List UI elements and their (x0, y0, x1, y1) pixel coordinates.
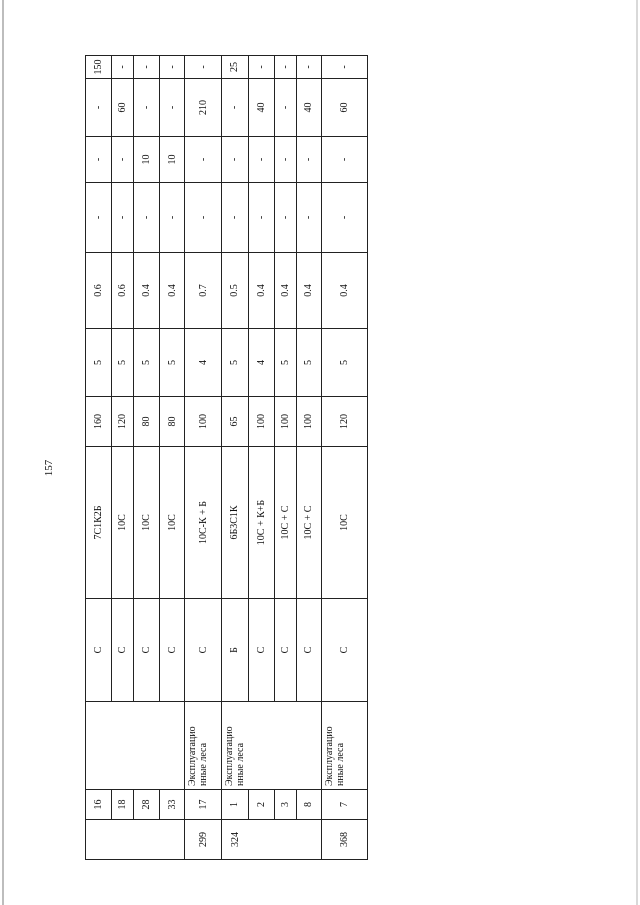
cell-c3: 210 (185, 79, 222, 137)
cell-c1: - (248, 183, 274, 253)
cell-c3: 40 (296, 79, 321, 137)
cell-c4: 150 (86, 56, 112, 79)
cell-section: С (321, 599, 367, 702)
cell-bonitet: 4 (248, 329, 274, 397)
cell-c3: 60 (321, 79, 367, 137)
table-row (86, 56, 112, 860)
table-row (112, 56, 134, 860)
cell-c2: 10 (134, 137, 160, 183)
cell-category (134, 702, 160, 790)
cell-vydel: 1 (222, 790, 249, 820)
forest-inventory-table (85, 55, 368, 860)
cell-c4: 25 (222, 56, 249, 79)
cell-age: 120 (112, 397, 134, 447)
cell-vydel: 16 (86, 790, 112, 820)
cell-kvartal (274, 820, 296, 860)
cell-vydel: 18 (112, 790, 134, 820)
cell-section: С (296, 599, 321, 702)
cell-vydel: 7 (321, 790, 367, 820)
cell-composition: 10С (134, 447, 160, 599)
cell-c1: - (134, 183, 160, 253)
cell-density: 0.4 (248, 253, 274, 329)
cell-category (160, 702, 185, 790)
cell-category: Эксплуатацио нные леса (321, 702, 367, 790)
cell-c2: - (112, 137, 134, 183)
cell-c2: - (248, 137, 274, 183)
cell-section: С (160, 599, 185, 702)
cell-density: 0.4 (274, 253, 296, 329)
cell-composition: 7С1К2Б (86, 447, 112, 599)
cell-bonitet: 5 (86, 329, 112, 397)
cell-category (112, 702, 134, 790)
cell-c1: - (321, 183, 367, 253)
cell-density: 0.4 (296, 253, 321, 329)
cell-bonitet: 5 (274, 329, 296, 397)
cell-bonitet: 4 (185, 329, 222, 397)
table-row (185, 56, 222, 860)
cell-age: 100 (296, 397, 321, 447)
cell-bonitet: 5 (160, 329, 185, 397)
cell-c2: - (185, 137, 222, 183)
cell-vydel: 2 (248, 790, 274, 820)
cell-c4: - (321, 56, 367, 79)
cell-age: 80 (134, 397, 160, 447)
cell-density: 0.5 (222, 253, 249, 329)
cell-section: С (112, 599, 134, 702)
table-row (222, 56, 249, 860)
cell-section: С (86, 599, 112, 702)
cell-c2: - (222, 137, 249, 183)
cell-c1: - (222, 183, 249, 253)
cell-c4: - (248, 56, 274, 79)
cell-age: 100 (274, 397, 296, 447)
cell-density: 0.7 (185, 253, 222, 329)
cell-section: С (248, 599, 274, 702)
table-body (86, 56, 368, 860)
cell-c1: - (185, 183, 222, 253)
cell-composition: 10С-К + Б (185, 447, 222, 599)
cell-kvartal: 368 (321, 820, 367, 860)
cell-composition: 10С (160, 447, 185, 599)
cell-kvartal (248, 820, 274, 860)
cell-vydel: 3 (274, 790, 296, 820)
cell-section: Б (222, 599, 249, 702)
cell-c1: - (274, 183, 296, 253)
cell-density: 0.4 (160, 253, 185, 329)
cell-vydel: 17 (185, 790, 222, 820)
table-row (296, 56, 321, 860)
cell-composition: 6Б3С1К (222, 447, 249, 599)
cell-category (274, 702, 296, 790)
cell-c3: - (134, 79, 160, 137)
cell-composition: 10С + С (296, 447, 321, 599)
cell-age: 120 (321, 397, 367, 447)
cell-bonitet: 5 (134, 329, 160, 397)
scan-edge-right (636, 0, 638, 905)
cell-c2: - (86, 137, 112, 183)
cell-c4: - (185, 56, 222, 79)
page-number: 157 (43, 459, 55, 477)
cell-density: 0.6 (112, 253, 134, 329)
cell-c1: - (112, 183, 134, 253)
cell-c2: - (274, 137, 296, 183)
cell-kvartal: 299 (185, 820, 222, 860)
cell-age: 100 (185, 397, 222, 447)
cell-bonitet: 5 (296, 329, 321, 397)
cell-c4: - (296, 56, 321, 79)
cell-vydel: 28 (134, 790, 160, 820)
cell-c3: 40 (248, 79, 274, 137)
cell-density: 0.6 (86, 253, 112, 329)
cell-composition: 10С + С (274, 447, 296, 599)
cell-kvartal (160, 820, 185, 860)
cell-composition: 10С (112, 447, 134, 599)
cell-kvartal (112, 820, 134, 860)
cell-c2: 10 (160, 137, 185, 183)
cell-c3: - (222, 79, 249, 137)
cell-section: С (274, 599, 296, 702)
cell-age: 65 (222, 397, 249, 447)
cell-composition: 10С (321, 447, 367, 599)
cell-kvartal: 324 (222, 820, 249, 860)
cell-bonitet: 5 (321, 329, 367, 397)
table-row (321, 56, 367, 860)
cell-c4: - (112, 56, 134, 79)
cell-density: 0.4 (321, 253, 367, 329)
cell-composition: 10С + К+Б (248, 447, 274, 599)
cell-category: Эксплуатацио нные леса (222, 702, 249, 790)
cell-kvartal (134, 820, 160, 860)
cell-density: 0.4 (134, 253, 160, 329)
cell-c3: - (160, 79, 185, 137)
cell-c3: - (86, 79, 112, 137)
scan-edge-left (2, 0, 4, 905)
cell-category (296, 702, 321, 790)
cell-c1: - (86, 183, 112, 253)
cell-section: С (134, 599, 160, 702)
cell-kvartal (86, 820, 112, 860)
cell-c2: - (296, 137, 321, 183)
forest-inventory-table-wrapper (85, 56, 350, 860)
cell-kvartal (296, 820, 321, 860)
cell-c1: - (160, 183, 185, 253)
cell-c4: - (160, 56, 185, 79)
cell-bonitet: 5 (222, 329, 249, 397)
cell-age: 80 (160, 397, 185, 447)
cell-c3: 60 (112, 79, 134, 137)
cell-bonitet: 5 (112, 329, 134, 397)
cell-category (86, 702, 112, 790)
cell-c4: - (274, 56, 296, 79)
cell-age: 100 (248, 397, 274, 447)
table-row (160, 56, 185, 860)
cell-vydel: 33 (160, 790, 185, 820)
cell-age: 160 (86, 397, 112, 447)
cell-vydel: 8 (296, 790, 321, 820)
cell-c1: - (296, 183, 321, 253)
cell-c4: - (134, 56, 160, 79)
table-row (274, 56, 296, 860)
table-row (134, 56, 160, 860)
cell-c2: - (321, 137, 367, 183)
cell-c3: - (274, 79, 296, 137)
cell-section: С (185, 599, 222, 702)
cell-category: Эксплуатацио нные леса (185, 702, 222, 790)
cell-category (248, 702, 274, 790)
table-row (248, 56, 274, 860)
